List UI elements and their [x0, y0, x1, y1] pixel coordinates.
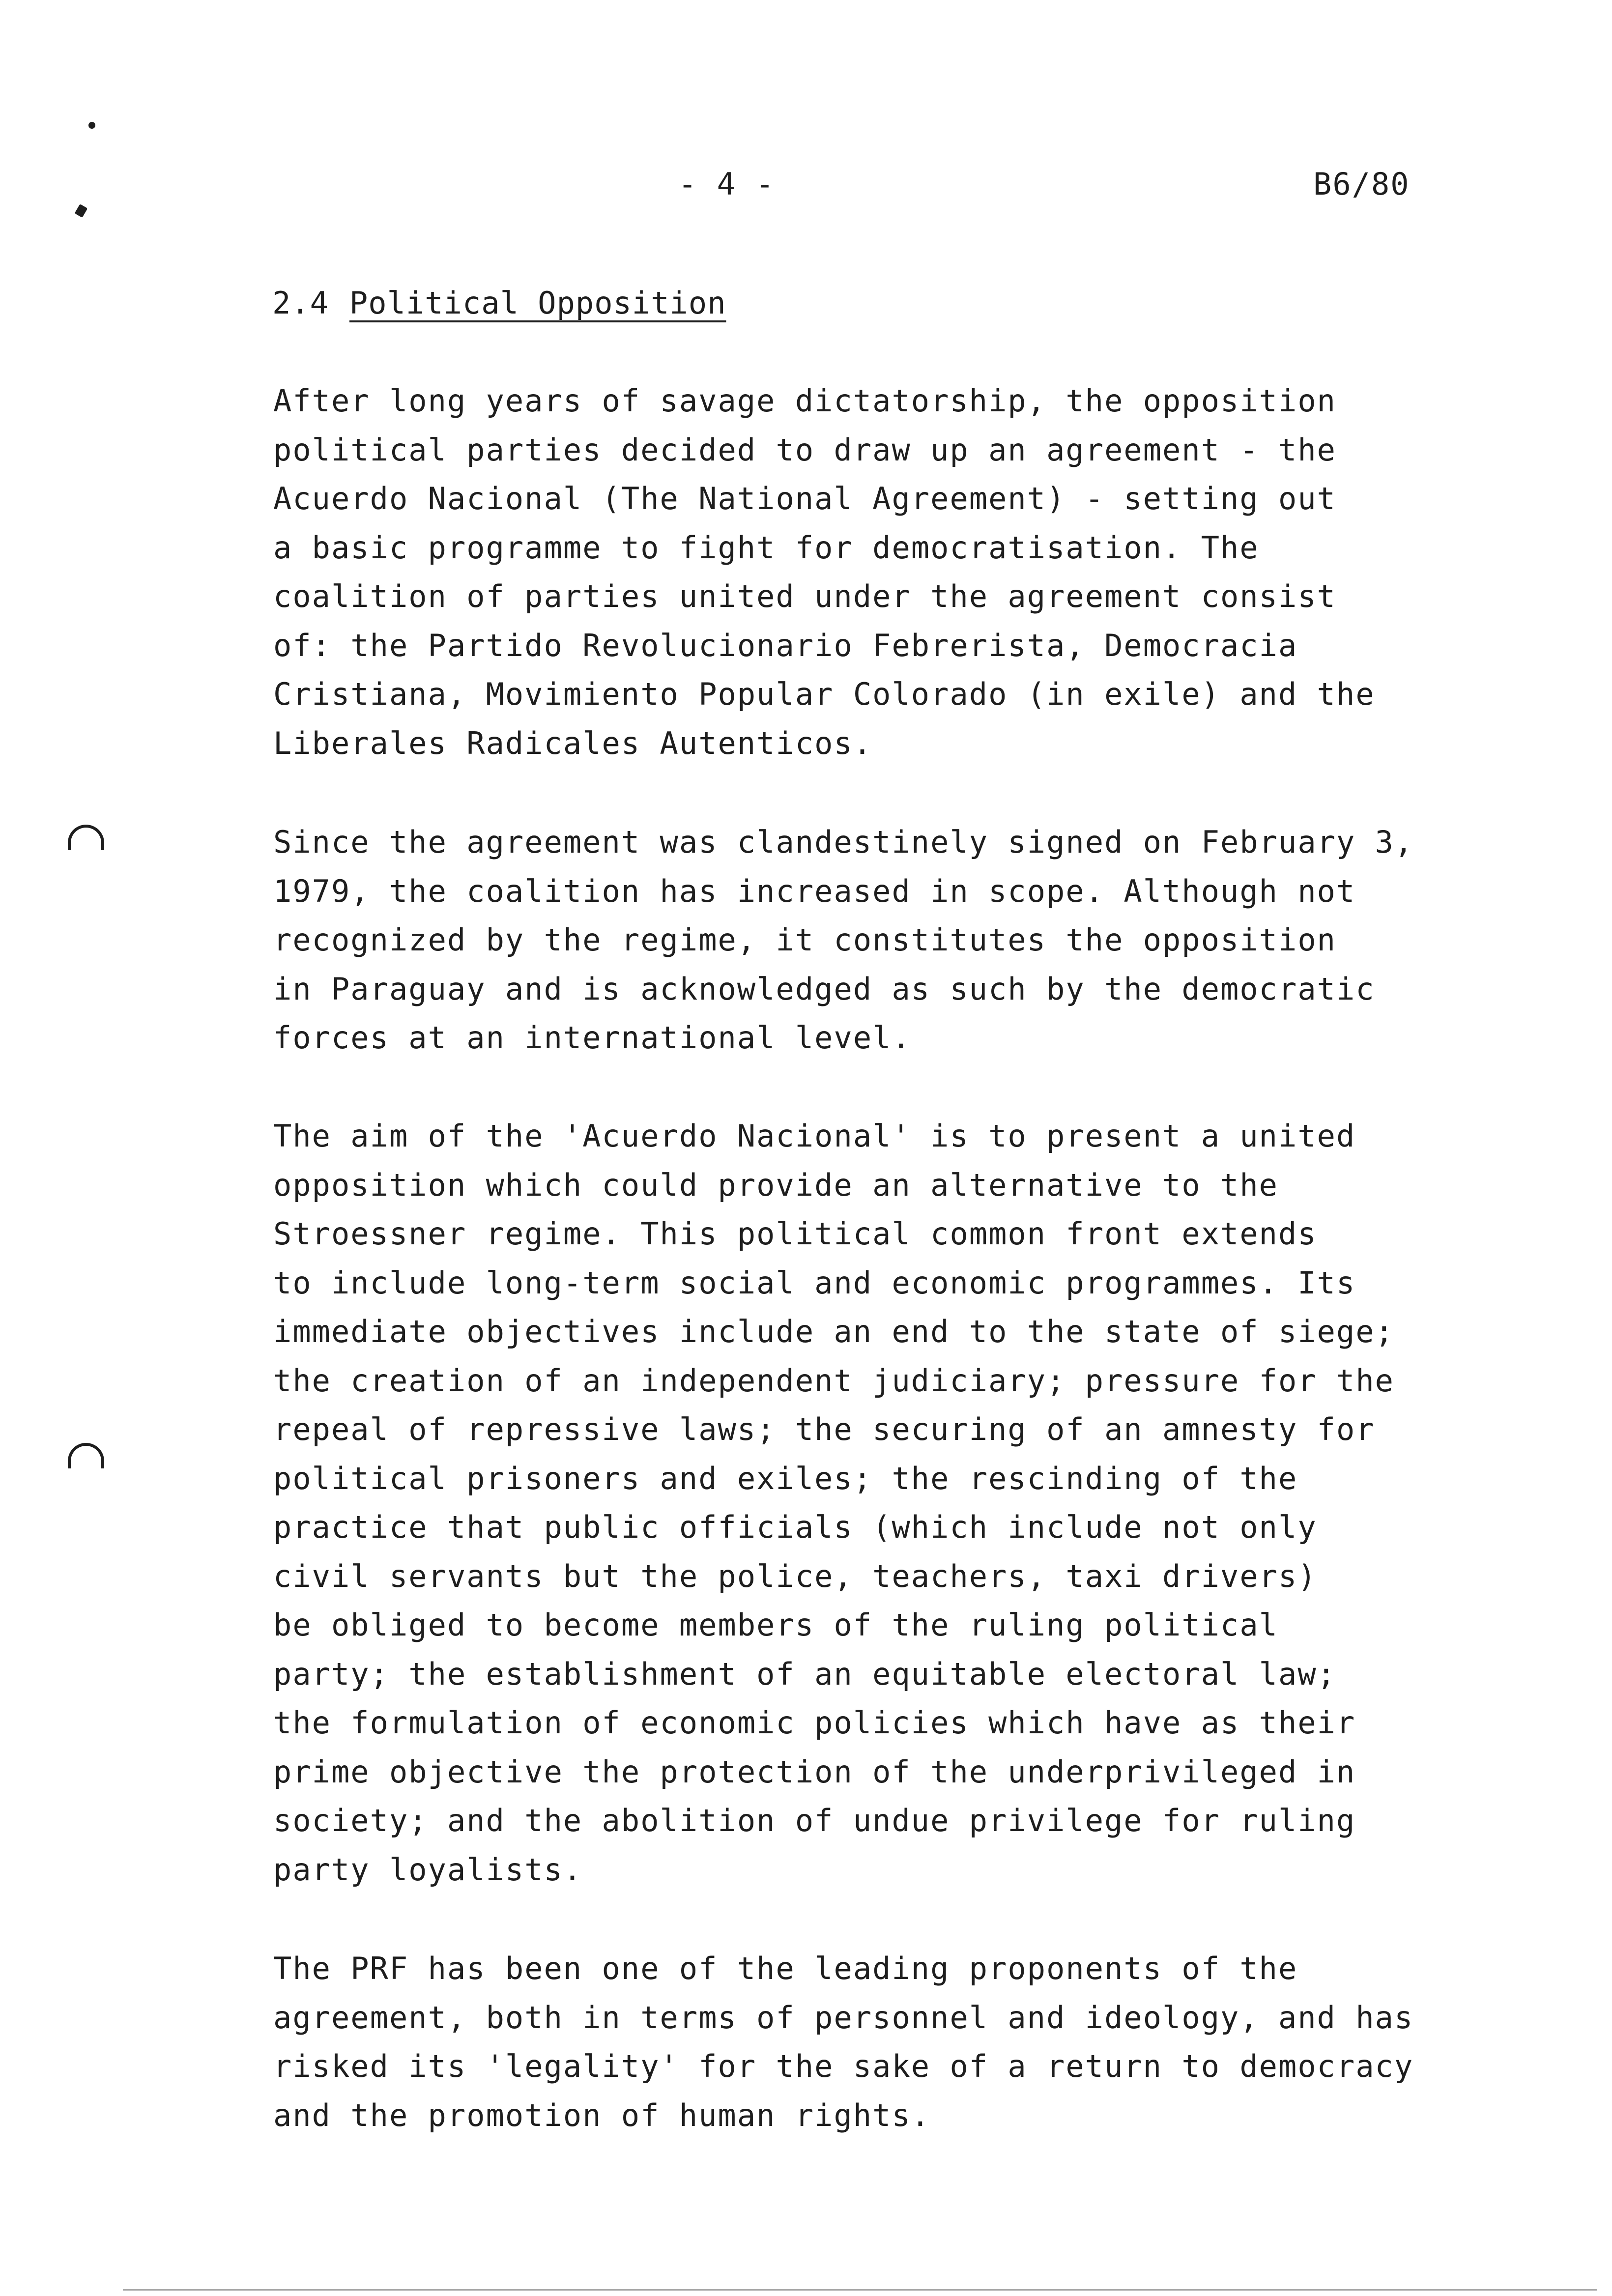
text-line: party; the establishment of an equitable electoral law;: [273, 1656, 1336, 1692]
text-line: Cristiana, Movimiento Popular Colorado (in exile) and the: [273, 676, 1375, 712]
text-line: risked its 'legality' for the sake of a return to democracy: [273, 2048, 1414, 2084]
text-line: political parties decided to draw up an agreement - the: [273, 431, 1336, 468]
text-line: forces at an international level.: [273, 1020, 911, 1056]
text-line: be obliged to become members of the ruling political: [273, 1607, 1279, 1643]
scan-tick-mark: [75, 204, 88, 218]
text-line: The aim of the 'Acuerdo Nacional' is to present a united: [273, 1118, 1356, 1154]
text-line: immediate objectives include an end to the state of siege;: [273, 1314, 1394, 1349]
text-line: Acuerdo Nacional (The National Agreement) - setting out: [273, 481, 1336, 517]
text-line: The PRF has been one of the leading proponents of the: [273, 1951, 1298, 1986]
text-line: agreement, both in terms of personnel and ideology, and has: [273, 1999, 1414, 2036]
document-reference: B6/80: [1313, 166, 1410, 202]
text-line: the creation of an independent judiciary; pressure for the: [273, 1362, 1394, 1399]
paragraph-4: [273, 1944, 1453, 2140]
scan-dot-mark: [88, 122, 95, 129]
text-line: of: the Partido Revolucionario Febrerista, Democracia: [273, 627, 1298, 663]
text-line: coalition of parties united under the agreement consist: [273, 578, 1336, 614]
text-line: to include long-term social and economic programmes. Its: [273, 1264, 1356, 1301]
text-line: and the promotion of human rights.: [273, 2097, 931, 2133]
text-line: party loyalists.: [273, 1851, 583, 1888]
punch-hole-mark: [68, 825, 104, 850]
text-line: opposition which could provide an alternative to the: [273, 1167, 1279, 1203]
text-line: Since the agreement was clandestinely signed on February 3,: [273, 824, 1414, 860]
text-line: society; and the abolition of undue privilege for ruling: [273, 1803, 1356, 1838]
text-line: civil servants but the police, teachers, taxi drivers): [273, 1558, 1317, 1594]
paragraph-1: [273, 376, 1453, 768]
text-line: Stroessner regime. This political common front extends: [273, 1216, 1317, 1252]
text-line: 1979, the coalition has increased in scope. Although not: [273, 873, 1356, 909]
text-line: recognized by the regime, it constitutes the opposition: [273, 922, 1336, 958]
paragraph-2: [273, 818, 1453, 1062]
text-line: Liberales Radicales Autenticos.: [273, 725, 873, 761]
text-line: political prisoners and exiles; the rescinding of the: [273, 1460, 1298, 1496]
section-heading: [272, 285, 726, 321]
punch-hole-mark: [68, 1443, 104, 1468]
section-title: Political Opposition: [349, 285, 726, 321]
text-line: practice that public officials (which include not only: [273, 1509, 1317, 1545]
text-line: a basic programme to fight for democratisation. The: [273, 529, 1259, 566]
text-line: prime objective the protection of the underprivileged in: [273, 1753, 1356, 1790]
page-bottom-edge: [123, 2289, 1597, 2291]
text-line: repeal of repressive laws; the securing of an amnesty for: [273, 1411, 1375, 1447]
text-line: After long years of savage dictatorship, the opposition: [273, 383, 1336, 419]
text-line: in Paraguay and is acknowledged as such by the democratic: [273, 971, 1375, 1007]
paragraph-3: [273, 1112, 1453, 1894]
text-line: the formulation of economic policies which have as their: [273, 1705, 1356, 1741]
page-number: - 4 -: [678, 166, 775, 202]
section-number: 2.4: [272, 285, 329, 321]
